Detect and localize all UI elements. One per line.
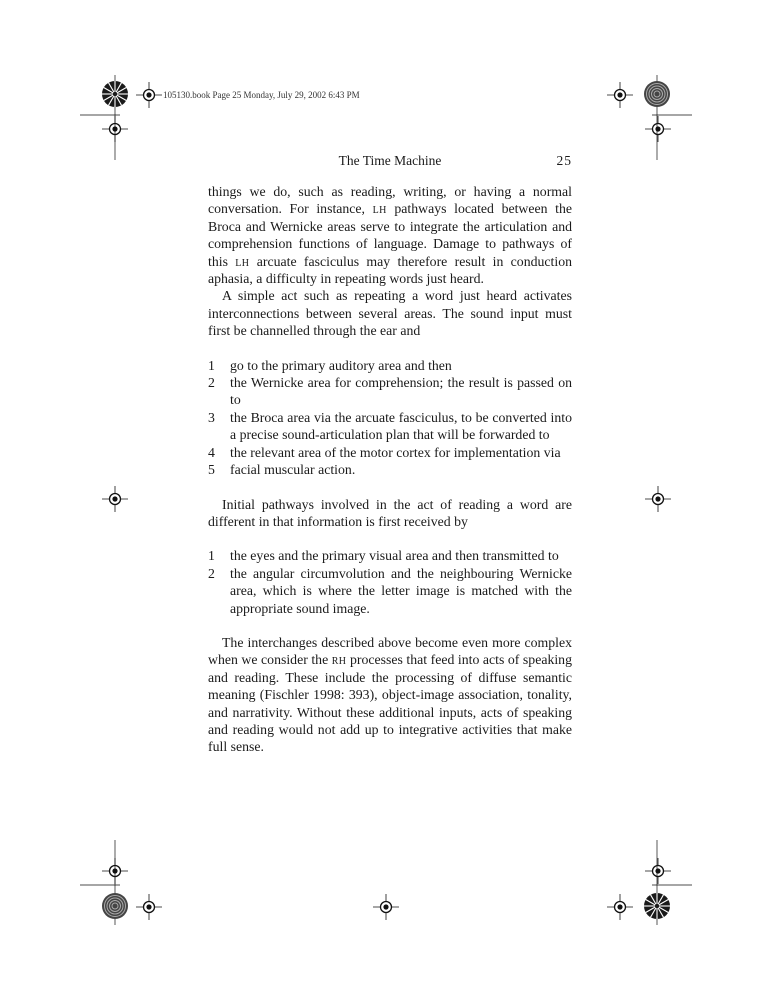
page-number: 25 bbox=[556, 153, 572, 168]
list-item: 2 the Wernicke area for comprehension; the result is passed on to bbox=[208, 375, 572, 408]
starburst-target-icon bbox=[101, 80, 129, 108]
concentric-target-icon bbox=[643, 80, 671, 108]
list-item: 5 facial muscular action. bbox=[208, 462, 356, 478]
paragraph-4: The interchanges described above become even more complex when we consider the rh processes that feed into acts of speaking and reading. These include the processing of diffuse semantic meaning (Fischler 1998: 393), object-image association, tonality, and narrativity. Without these additional inputs, acts of speaking and reading would not add up to integrative activities that make full sense. bbox=[208, 634, 572, 755]
concentric-target-icon bbox=[101, 892, 129, 920]
paragraph-1: things we do, such as reading, writing, or having a normal conversation. For instance, lh pathways located between the Broca and Wernicke areas serve to integrate the articulation and comprehension functions of language. Damage to pathways of this lh arcuate fasciculus may therefore result in conduction aphasia, a difficulty in repeating words just heard. bbox=[208, 184, 573, 287]
list-item: 3 the Broca area via the arcuate fasciculus, to be converted into a precise sound-articulation plan that will be forwarded to bbox=[208, 409, 572, 443]
list-item: 4 the relevant area of the motor cortex for implementation via bbox=[208, 444, 561, 460]
running-head-title: The Time Machine bbox=[338, 153, 442, 168]
paragraph-2: A simple act such as repeating a word just heard activates interconnections between several areas. The sound input must first be channelled through the ear and bbox=[208, 288, 572, 339]
print-slug: 105130.book Page 25 Monday, July 29, 2002 6:43 PM bbox=[163, 90, 360, 100]
list-item: 1 go to the primary auditory area and then bbox=[208, 357, 452, 373]
list-item: 1 the eyes and the primary visual area and then transmitted to bbox=[208, 548, 559, 564]
paragraph-3: Initial pathways involved in the act of reading a word are different in that information is first received by bbox=[208, 496, 572, 529]
starburst-target-icon bbox=[643, 892, 671, 920]
list-item: 2 the angular circumvolution and the neighbouring Wernicke area, which is where the letter image is matched with the appropriate sound image. bbox=[208, 565, 572, 616]
